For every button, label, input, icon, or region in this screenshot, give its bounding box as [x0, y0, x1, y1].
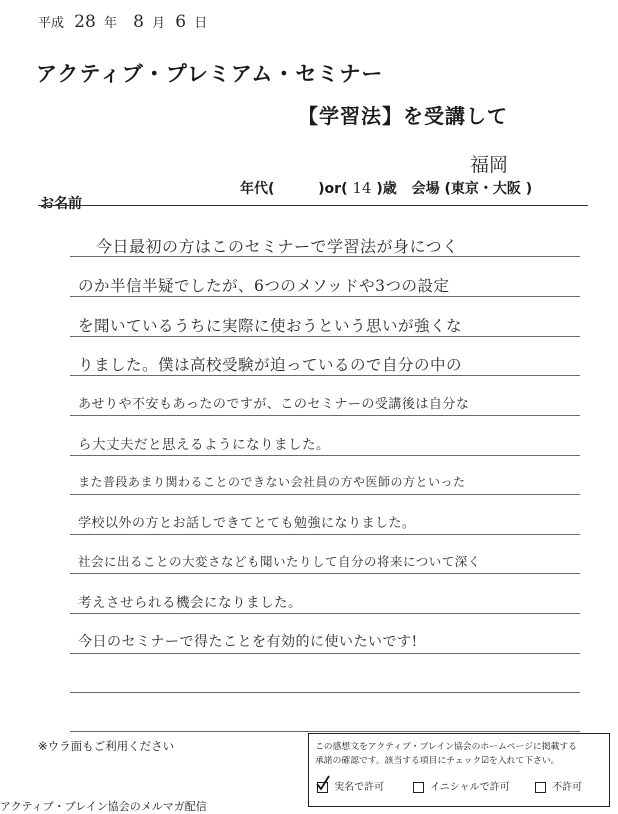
- consent-option-deny[interactable]: [535, 778, 582, 793]
- body-line: あせりや不安もあったのですが、このセミナーの受講後は自分な: [78, 397, 470, 412]
- age-unit: )歳: [376, 181, 397, 197]
- back-side-note: ※ウラ面もご利用ください: [38, 739, 175, 753]
- body-line: 社会に出ることの大変さなども聞いたりして自分の将来について深く: [78, 554, 481, 569]
- ruled-line: [70, 692, 580, 693]
- body-line: 今日最初の方はこのセミナーで学習法が身につく: [96, 237, 459, 256]
- age-value: 14: [352, 179, 372, 197]
- bottom-cut-text: アクティブ・ブレイン協会のメルマガ配信: [0, 800, 207, 813]
- body-line: 考えさせられる機会になりました。: [78, 595, 302, 611]
- option-deny-label: 不許可: [552, 782, 583, 793]
- year-label: 年: [103, 16, 117, 31]
- body-line: また普段あまり関わることのできない会社員の方や医師の方といった: [78, 475, 466, 489]
- name-label: お名前: [40, 196, 82, 212]
- body-line: ら大丈夫だと思えるようになりました。: [78, 437, 330, 453]
- ruled-line: [70, 573, 580, 574]
- body-line: りました。僕は高校受験が迫っているので自分の中の: [78, 356, 463, 374]
- month-label: 月: [152, 16, 166, 31]
- body-line: のか半信半疑でしたが、6つのメソッドや3つの設定: [78, 277, 450, 295]
- ruled-line: [70, 731, 580, 732]
- day-value: 6: [175, 12, 187, 32]
- ruled-line: [70, 455, 580, 456]
- body-line: を聞いているうちに実際に使おうという思いが強くな: [78, 317, 463, 335]
- date-line: [38, 12, 207, 32]
- ruled-line: [70, 613, 580, 614]
- age-label: 年代(: [240, 181, 275, 197]
- page-subtitle: 【学習法】を受講して: [298, 104, 508, 128]
- body-line: 学校以外の方とお話しできてとても勉強になりました。: [78, 516, 416, 531]
- age-venue-row: [240, 178, 532, 198]
- check-mark-icon: [315, 775, 331, 791]
- consent-option-real[interactable]: [317, 778, 384, 793]
- consent-text-2: 承諾の確認です。該当する項目にチェック☑を入れて下さい。: [315, 756, 560, 766]
- venue-label: 会場: [411, 181, 440, 197]
- age-close: )or(: [318, 181, 348, 197]
- ruled-line: [70, 653, 580, 654]
- name-underline: [38, 205, 588, 206]
- consent-box: [308, 733, 610, 807]
- day-label: 日: [194, 16, 208, 31]
- checkbox-initial[interactable]: [413, 782, 424, 793]
- ruled-line: [70, 494, 580, 495]
- month-value: 8: [133, 12, 144, 32]
- body-line: 今日のセミナーで得たことを有効的に使いたいです!: [78, 634, 418, 650]
- option-real-label: 実名で許可: [334, 782, 385, 793]
- ruled-line: [70, 534, 580, 535]
- ruled-line: [70, 375, 580, 376]
- venue-options: (東京・大阪 ): [444, 181, 533, 197]
- page-title: アクティブ・プレミアム・セミナー: [36, 62, 384, 86]
- ruled-line: [70, 296, 580, 297]
- ruled-line: [70, 336, 580, 337]
- era-label: 平成: [38, 16, 65, 31]
- consent-text-1: この感想文をアクティブ・ブレイン協会のホームページに掲載する: [315, 742, 577, 752]
- checkbox-deny[interactable]: [535, 782, 546, 793]
- option-initial-label: イニシャルで許可: [430, 782, 510, 793]
- venue-handwritten: 福岡: [470, 154, 509, 176]
- year-value: 28: [74, 12, 96, 32]
- consent-option-initial[interactable]: [413, 778, 510, 793]
- checkbox-real[interactable]: [317, 782, 328, 793]
- ruled-line: [70, 415, 580, 416]
